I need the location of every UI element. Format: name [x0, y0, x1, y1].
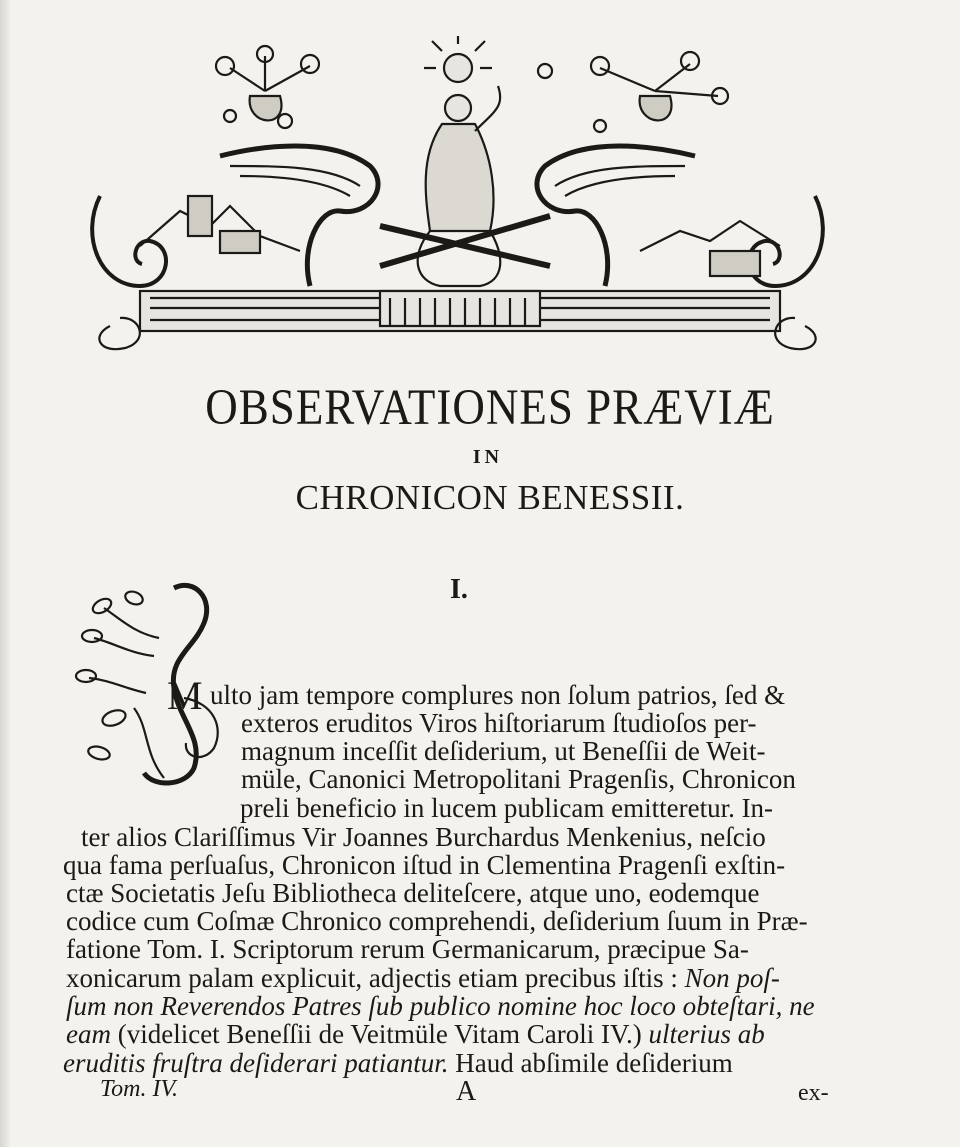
section-number: I. [450, 574, 468, 605]
text-line [66, 878, 760, 908]
italic-text: ulterius ab [648, 1019, 765, 1049]
text-line [66, 1019, 765, 1049]
text-run: qua fama perſuaſus, Chronicon iſtud in Clementina Pragenſi exſtin- [63, 850, 786, 880]
text-line [241, 708, 757, 738]
italic-text: ſum non Reverendos Patres ſub publico nomine hoc loco obteſtari, ne [66, 991, 815, 1021]
text-run: ter alios Clariſſimus Vir Joannes Burchardus Menkenius, neſcio [81, 822, 766, 852]
text-line [210, 680, 785, 710]
page-title: OBSERVATIONES PRÆVIÆ [205, 379, 775, 436]
text-run: müle, Canonici Metropolitani Pragenſis, Chronicon [241, 764, 796, 794]
italic-text: Non poſ- [684, 963, 780, 993]
drop-cap-initial: M [167, 673, 203, 718]
text-run: ctæ Societatis Jeſu Bibliotheca deliteſcere, atque uno, eodemque [66, 878, 760, 908]
text-line [241, 764, 796, 794]
text-line [66, 963, 780, 993]
volume-label: Tom. IV. [100, 1076, 179, 1102]
text-line [66, 934, 749, 964]
text-run: xonicarum palam explicuit, adjectis etiam precibus iſtis : [66, 963, 685, 993]
text-run: (videlicet Beneſſii de Veitmüle Vitam Caroli IV.) [110, 1019, 649, 1049]
text-run: preli beneficio in lucem publicam emitteretur. In- [240, 793, 774, 823]
text-run: codice cum Coſmæ Chronico comprehendi, deſiderium ſuum in Præ- [66, 906, 808, 936]
text-run: ulto jam tempore complures non ſolum patrios, ſed & [210, 680, 786, 710]
text-line [240, 793, 773, 823]
text-line [241, 736, 765, 766]
page-subtitle: CHRONICON BENESSII. [295, 478, 685, 517]
text-run: fatione Tom. I. Scriptorum rerum Germanicarum, præcipue Sa- [66, 934, 749, 964]
text-run: exteros eruditos Viros hiſtoriarum ſtudioſos per- [241, 708, 757, 738]
text-line [66, 991, 815, 1021]
text-line [63, 850, 785, 880]
page-edge [0, 0, 10, 1147]
text-line [81, 822, 766, 852]
text-run: magnum inceſſit deſiderium, ut Beneſſii de Weit- [241, 736, 766, 766]
text-run: Haud abſimile deſiderium [448, 1048, 733, 1078]
headpiece-ornament [80, 36, 835, 354]
italic-text: eruditis fruſtra deſiderari patiantur. [63, 1048, 449, 1078]
text-line [66, 906, 808, 936]
text-line [63, 1048, 733, 1078]
italic-text: eam [66, 1019, 111, 1049]
title-connector: IN [472, 446, 504, 468]
catchword: ex- [798, 1080, 829, 1106]
signature-mark: A [456, 1076, 477, 1107]
